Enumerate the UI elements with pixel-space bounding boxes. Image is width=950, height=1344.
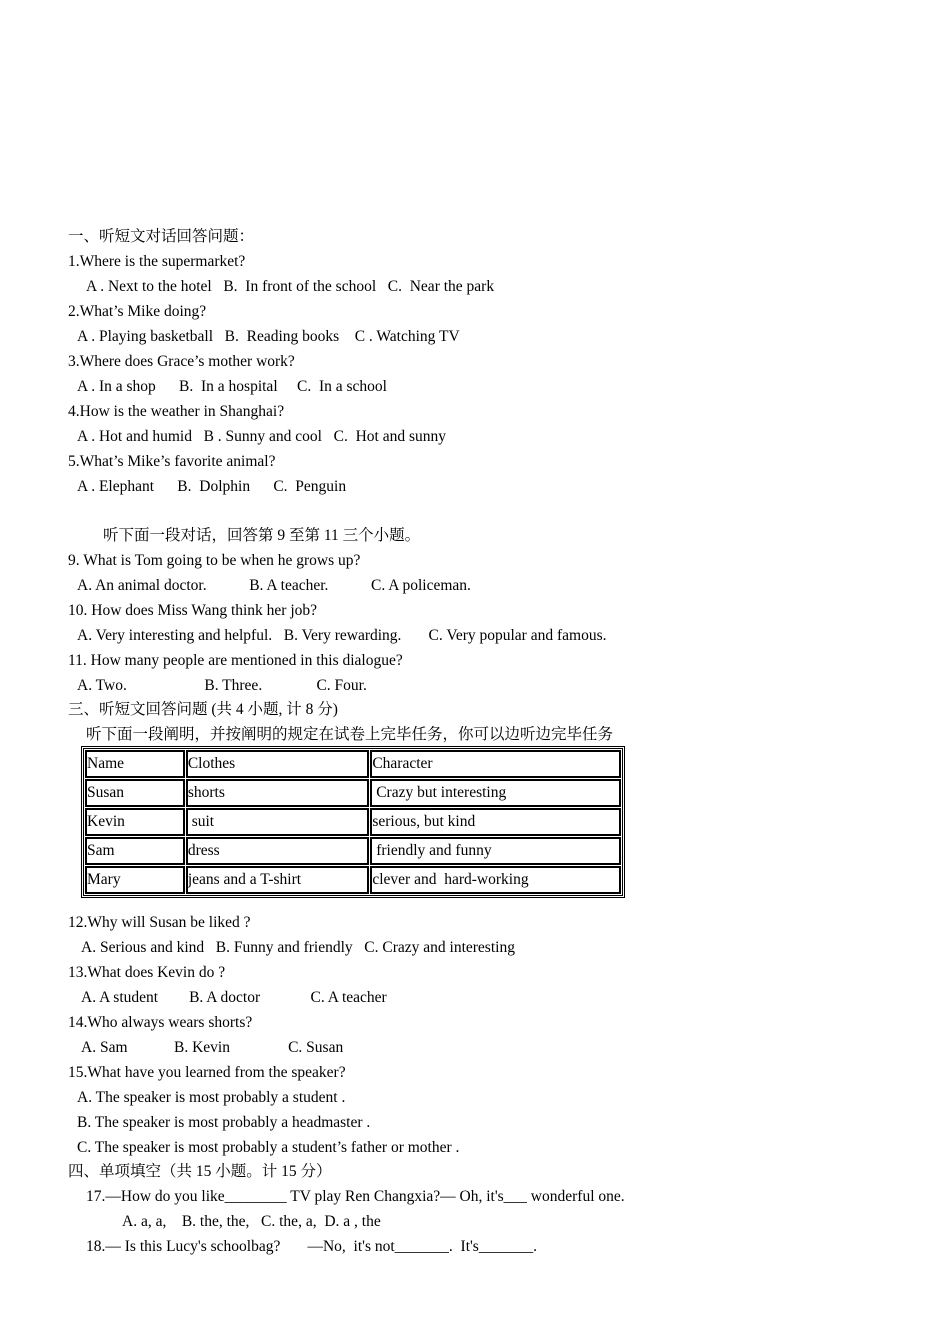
table-header-cell: Name [85, 750, 185, 778]
question-15-option-b: B. The speaker is most probably a headmaster . [77, 1114, 371, 1131]
question-17-options: A. a, a, B. the, the, C. the, a, D. a , the [122, 1213, 381, 1230]
question-15: 15.What have you learned from the speaker? [68, 1064, 346, 1081]
question-12: 12.Why will Susan be liked ? [68, 914, 251, 931]
table-cell: clever and hard-working [370, 866, 621, 894]
question-18: 18.— Is this Lucy's schoolbag? —No, it's not_______. It's_______. [86, 1238, 537, 1255]
question-3-options: A . In a shop B. In a hospital C. In a school [77, 378, 387, 395]
question-9-options: A. An animal doctor. B. A teacher. C. A policeman. [77, 577, 471, 594]
section-4-heading: 四、单项填空（共 15 小题。计 15 分） [68, 1163, 332, 1180]
table-cell: suit [186, 808, 370, 836]
table-cell: friendly and funny [370, 837, 621, 865]
section-3-heading: 三、听短文回答问题 (共 4 小题, 计 8 分) [68, 701, 338, 718]
question-15-option-a: A. The speaker is most probably a student . [77, 1089, 346, 1106]
table-cell: Kevin [85, 808, 185, 836]
table-cell: Sam [85, 837, 185, 865]
question-10: 10. How does Miss Wang think her job? [68, 602, 318, 619]
question-2-options: A . Playing basketball B. Reading books C . Watching TV [77, 328, 460, 345]
question-12-options: A. Serious and kind B. Funny and friendly C. Crazy and interesting [81, 939, 515, 956]
question-9: 9. What is Tom going to be when he grows up? [68, 552, 361, 569]
table-cell: Mary [85, 866, 185, 894]
question-4-options: A . Hot and humid B . Sunny and cool C. Hot and sunny [77, 428, 446, 445]
table-row [85, 808, 621, 836]
question-3: 3.Where does Grace’s mother work? [68, 353, 295, 370]
question-17: 17.—How do you like________ TV play Ren Changxia?— Oh, it's___ wonderful one. [86, 1188, 625, 1205]
question-1: 1.Where is the supermarket? [68, 253, 246, 270]
table-cell: Crazy but interesting [370, 779, 621, 807]
table-row [85, 837, 621, 865]
table-row [85, 866, 621, 894]
clothes-character-table [81, 746, 625, 898]
question-4: 4.How is the weather in Shanghai? [68, 403, 285, 420]
table-cell: dress [186, 837, 370, 865]
question-5-options: A . Elephant B. Dolphin C. Penguin [77, 478, 347, 495]
table-cell: serious, but kind [370, 808, 621, 836]
table-header-row [85, 750, 621, 778]
section-3-intro: 听下面一段阐明，并按阐明的规定在试卷上完毕任务，你可以边听边完毕任务 [86, 726, 614, 743]
question-5: 5.What’s Mike’s favorite animal? [68, 453, 276, 470]
question-14-options: A. Sam B. Kevin C. Susan [81, 1039, 344, 1056]
question-15-option-c: C. The speaker is most probably a student’s father or mother . [77, 1139, 460, 1156]
question-11-options: A. Two. B. Three. C. Four. [77, 677, 367, 694]
question-10-options: A. Very interesting and helpful. B. Very rewarding. C. Very popular and famous. [77, 627, 607, 644]
question-13-options: A. A student B. A doctor C. A teacher [81, 989, 387, 1006]
question-11: 11. How many people are mentioned in this dialogue? [68, 652, 403, 669]
table-header-cell: Clothes [186, 750, 370, 778]
table-cell: jeans and a T-shirt [186, 866, 370, 894]
question-2: 2.What’s Mike doing? [68, 303, 207, 320]
table-cell: Susan [85, 779, 185, 807]
table-cell: shorts [186, 779, 370, 807]
table-row [85, 779, 621, 807]
table-header-cell: Character [370, 750, 621, 778]
section-2-intro: 听下面一段对话，回答第 9 至第 11 三个小题。 [103, 527, 421, 544]
question-14: 14.Who always wears shorts? [68, 1014, 253, 1031]
question-13: 13.What does Kevin do ? [68, 964, 226, 981]
section-1-heading: 一、听短文对话回答问题： [68, 228, 255, 245]
question-1-options: A . Next to the hotel B. In front of the school C. Near the park [86, 278, 495, 295]
